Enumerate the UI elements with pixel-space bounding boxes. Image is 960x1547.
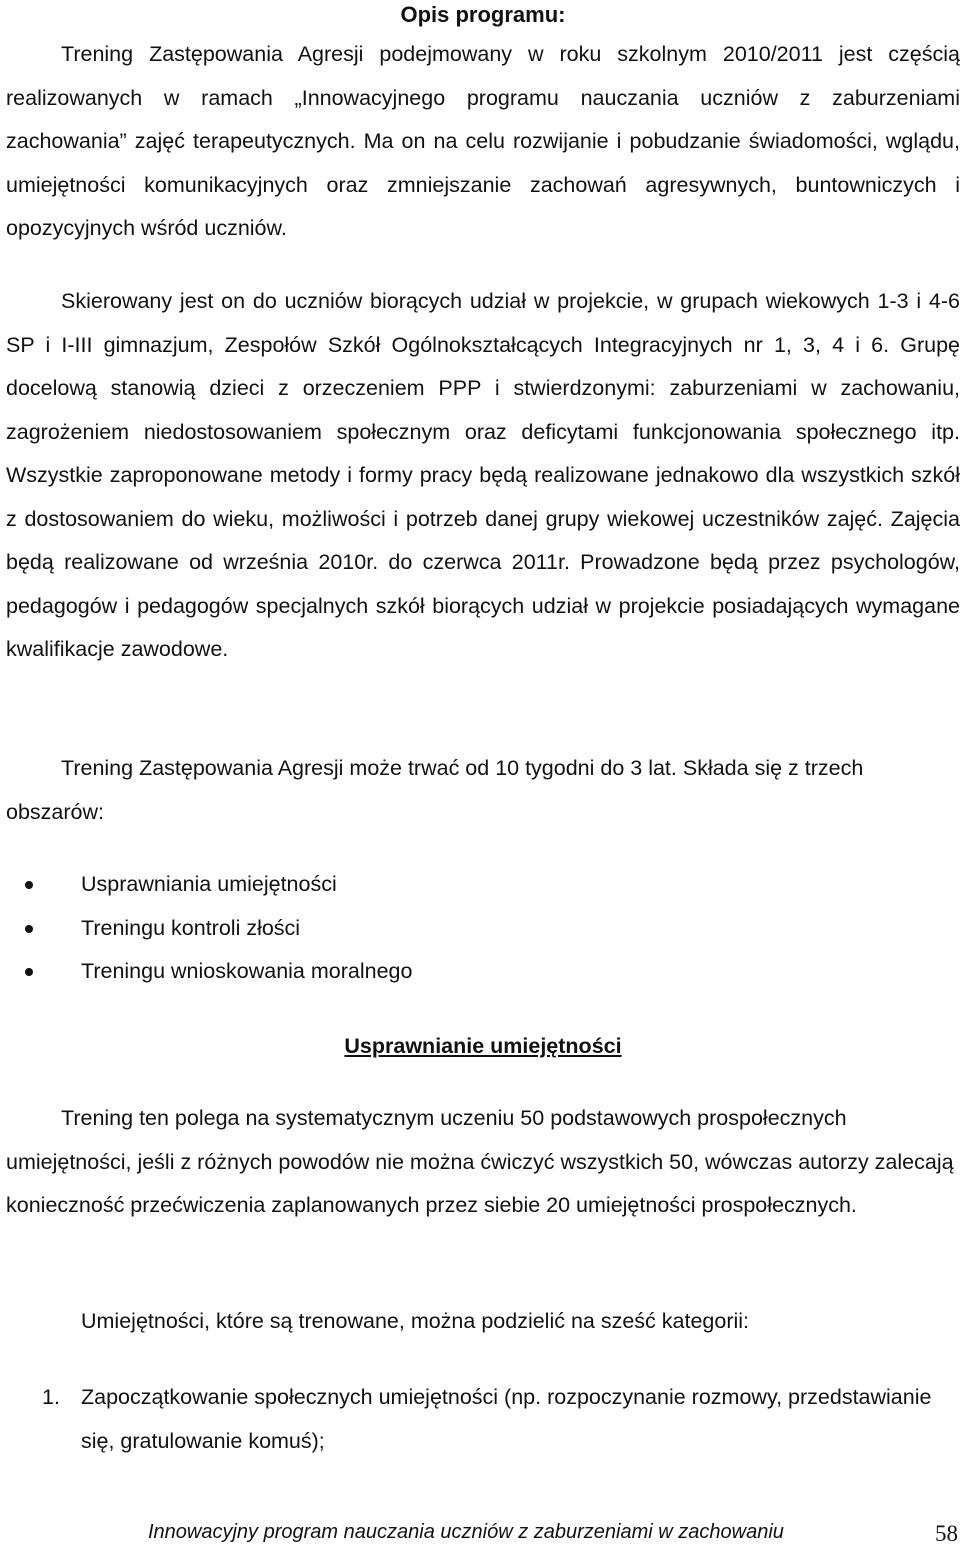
- areas-list: [6, 863, 906, 994]
- skills-paragraph: Trening ten polega na systematycznym uczeniu 50 podstawowych prospołecznych umiejętności, jeśli z różnych powodów nie można ćwiczyć wszystkich 50, wówczas autorzy zalecają konieczność przećwiczenia zaplanowanych przez siebie 20 umiejętności prospołecznych.: [6, 1106, 954, 1217]
- bullet-icon: [25, 881, 33, 889]
- item-text: Zapoczątkowanie społecznych umiejętności (np. rozpoczynanie rozmowy, przedstawianie się, gratulowanie komuś);: [81, 1385, 932, 1453]
- list-item: Treningu kontroli złości: [6, 907, 906, 951]
- subsection-heading: Usprawnianie umiejętności: [344, 1034, 622, 1058]
- page-number: 58: [935, 1521, 958, 1546]
- intro-paragraph: Trening Zastępowania Agresji podejmowany w roku szkolnym 2010/2011 jest częścią realizowanych w ramach „Innowacyjnego programu nauczania uczniów z zaburzeniami zachowania” zajęć terapeutycznych. Ma on na celu rozwijanie i pobudzanie świadomości, wglądu, umiejętności komunikacyjnych oraz zmniejszanie zachowań agresywnych, buntowniczych i opozycyjnych wśród uczniów.: [6, 42, 960, 240]
- list-item: Usprawniania umiejętności: [6, 863, 906, 907]
- numbered-item: [6, 1376, 960, 1463]
- target-group-paragraph: Skierowany jest on do uczniów biorących udział w projekcie, w grupach wiekowych 1-3 i 4-6 SP i I-III gimnazjum, Zespołów Szkół Ogólnokształcących Integracyjnych nr 1, 3, 4 i 6. Grupę docelową stanowią dzieci z orzeczeniem PPP i stwierdzonymi: zaburzeniami w zachowaniu, zagrożeniem niedostosowaniem społecznym oraz deficytami funkcjonowania społecznego itp. Wszystkie zaproponowane metody i formy pracy będą realizowane jednakowo dla wszystkich szkół z dostosowaniem do wieku, możliwości i potrzeb danej grupy wiekowej uczestników zajęć. Zajęcia będą realizowane od września 2010r. do czerwca 2011r. Prowadzone będą przez psychologów, pedagogów i pedagogów specjalnych szkół biorących udział w projekcie posiadających wymagane kwalifikacje zawodowe.: [6, 289, 960, 661]
- categories-intro: Umiejętności, które są trenowane, można podzielić na sześć kategorii:: [81, 1309, 750, 1333]
- item-number: 1.: [42, 1385, 60, 1409]
- footer-title: Innowacyjny program nauczania uczniów z zaburzeniami w zachowaniu: [148, 1521, 784, 1543]
- duration-paragraph: Trening Zastępowania Agresji może trwać od 10 tygodni do 3 lat. Składa się z trzech obszarów:: [6, 756, 864, 824]
- list-item: Treningu wnioskowania moralnego: [6, 950, 906, 994]
- section-heading: Opis programu:: [400, 2, 566, 27]
- bullet-icon: [25, 968, 33, 976]
- page-footer: [6, 1517, 960, 1547]
- bullet-icon: [25, 925, 33, 933]
